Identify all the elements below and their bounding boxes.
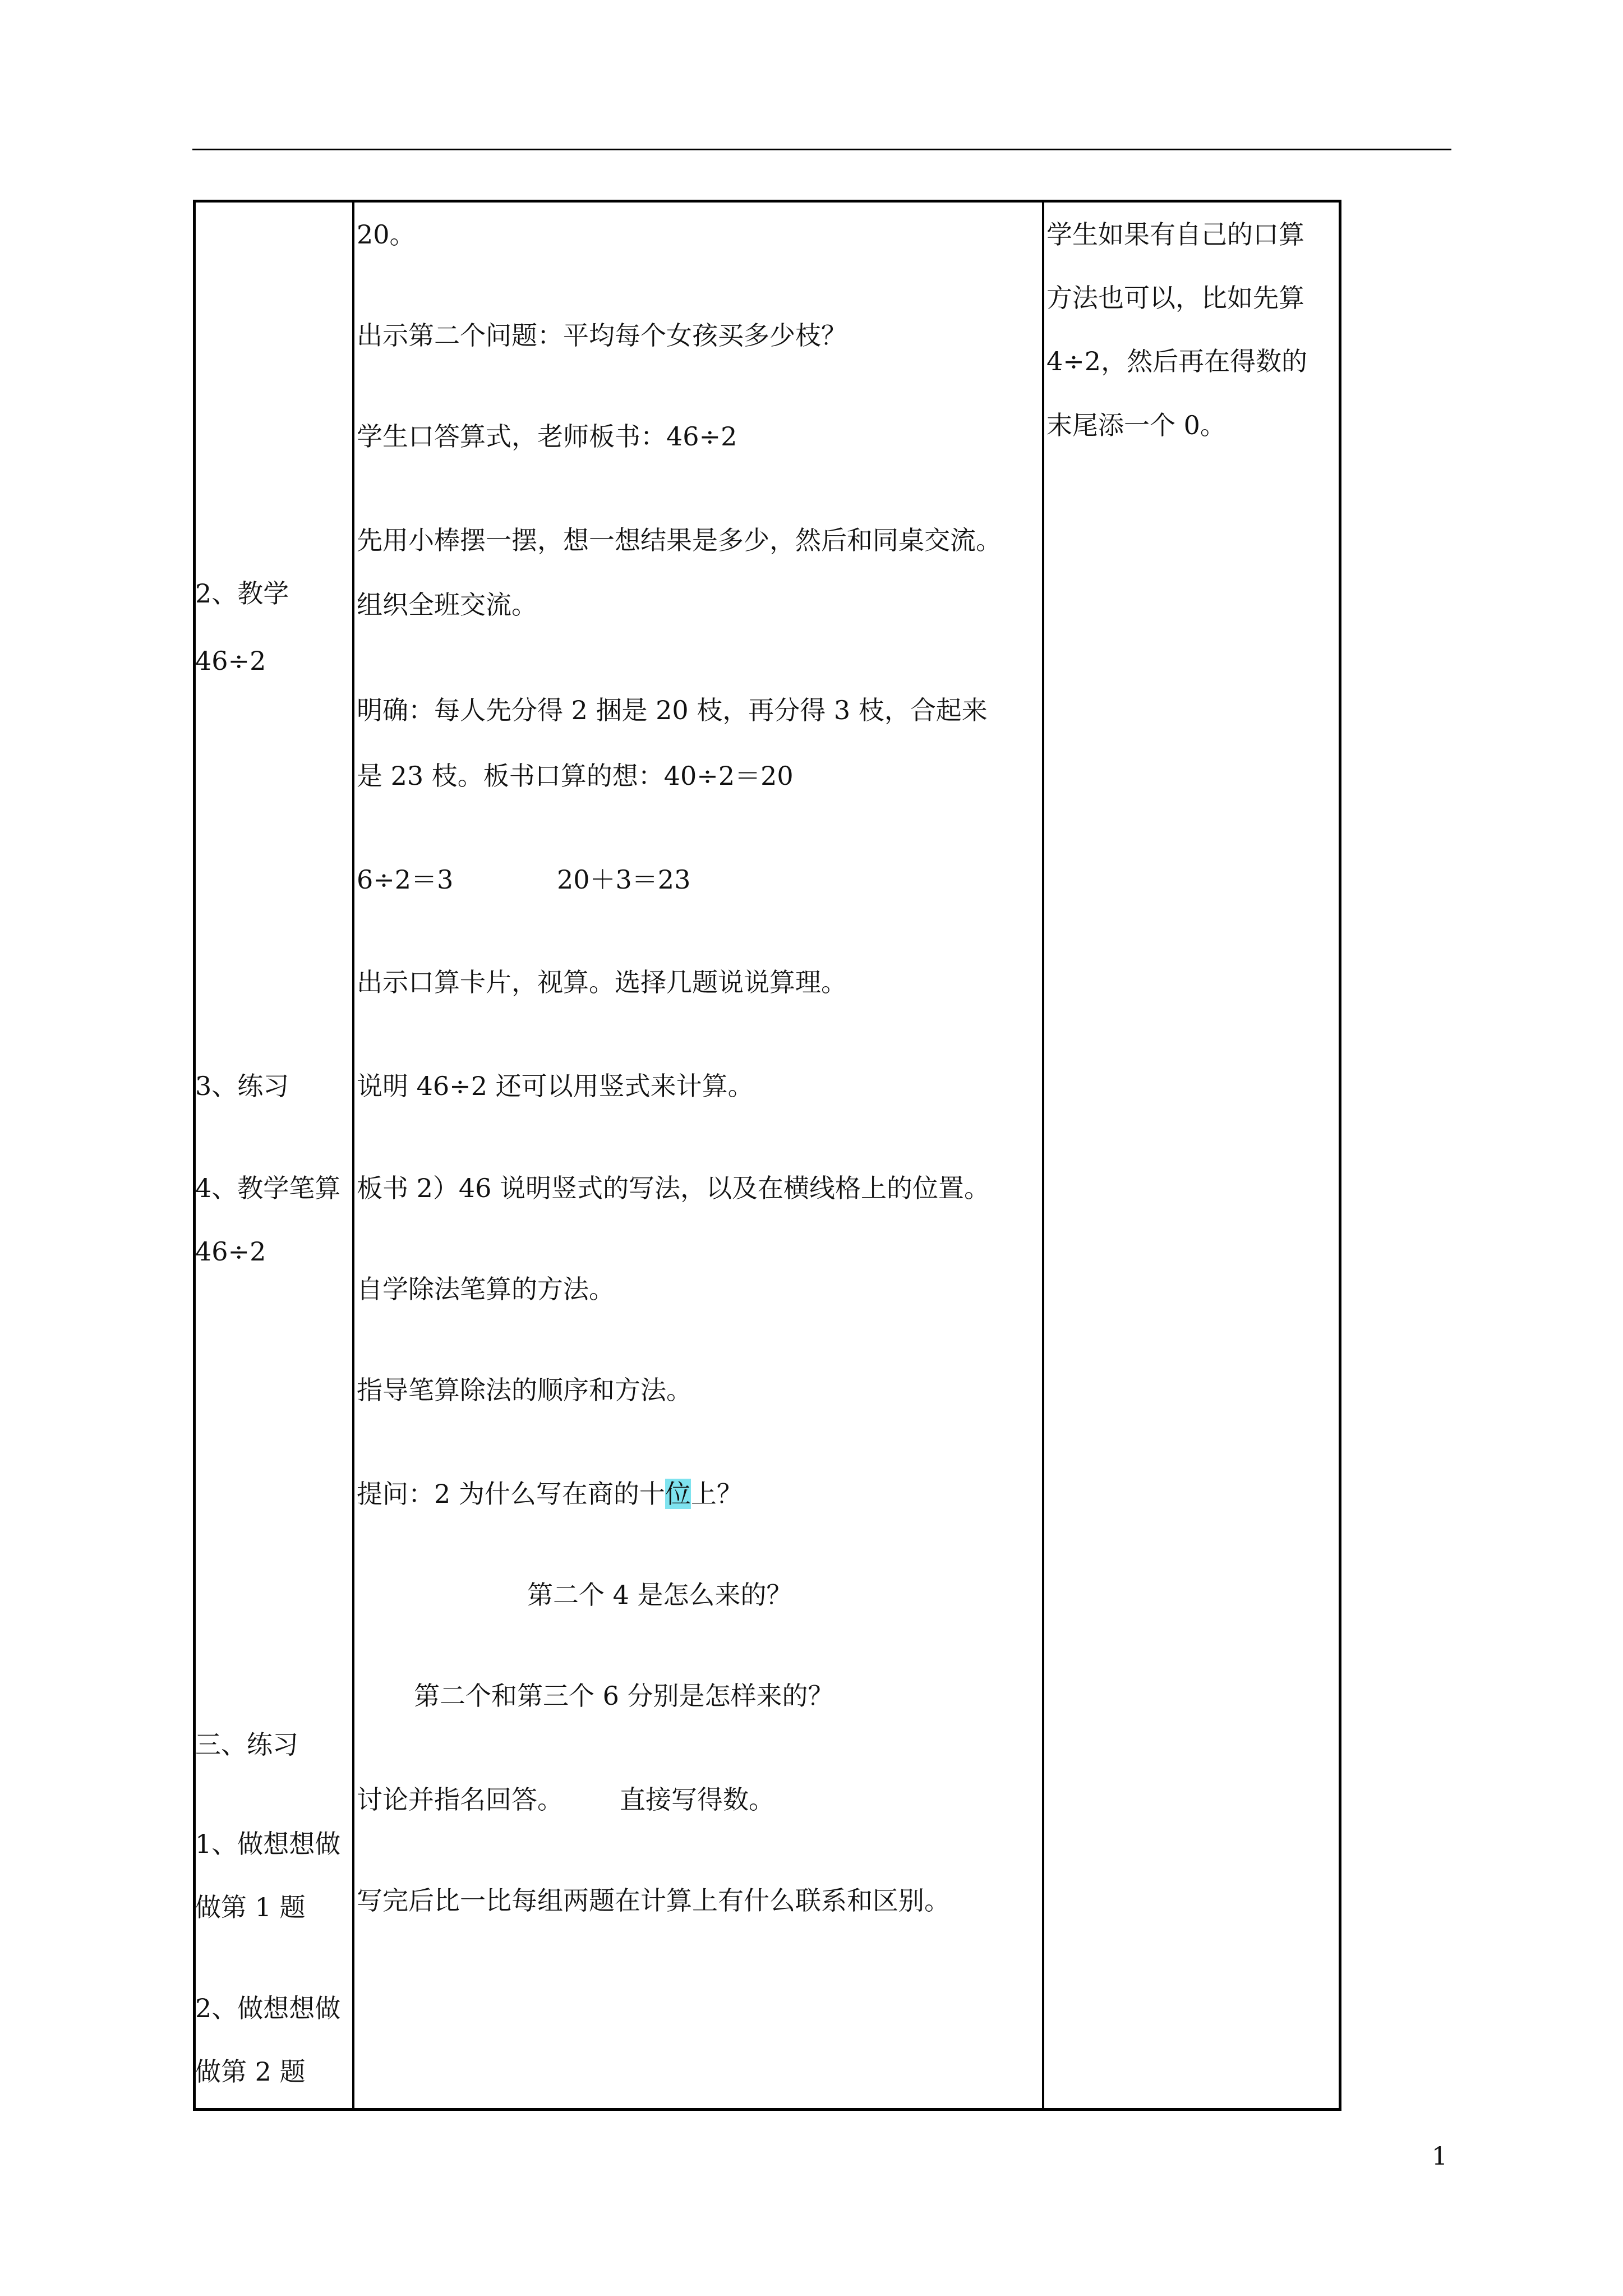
- left-cell-text: 4、教学笔算: [195, 1173, 341, 1203]
- left-cell-text: 2、做想想做: [195, 1993, 341, 2023]
- header-rule: [192, 149, 1451, 150]
- mid-cell-text: 第二个和第三个 6 分别是怎样来的？: [414, 1681, 834, 1711]
- mid-cell-text: 出示口算卡片，视算。选择几题说说算理。: [357, 967, 847, 997]
- left-cell-text: 46÷2: [195, 646, 266, 676]
- left-cell-text: 三、练习: [195, 1729, 298, 1760]
- question-text: 提问：2 为什么写在商的十: [357, 1479, 665, 1509]
- mid-cell-text: 先用小棒摆一摆，想一想结果是多少，然后和同桌交流。: [357, 525, 1002, 555]
- mid-cell-text: 是 23 枝。板书口算的想：40÷2＝20: [357, 761, 794, 791]
- column-divider-right: [1042, 200, 1044, 2111]
- mid-cell-text: 6÷2＝3: [357, 864, 454, 895]
- column-divider-left: [352, 200, 354, 2111]
- left-cell-text: 1、做想想做: [195, 1829, 341, 1859]
- mid-cell-text: 20＋3＝23: [557, 864, 691, 895]
- left-cell-text: 2、教学: [195, 578, 289, 609]
- mid-cell-text: 明确：每人先分得 2 捆是 20 枝，再分得 3 枝，合起来: [357, 695, 988, 725]
- question-text-end: 上？: [690, 1479, 743, 1509]
- mid-cell-text: 板书 2）46 说明竖式的写法，以及在横线格上的位置。: [357, 1173, 990, 1203]
- left-cell-text: 做第 1 题: [195, 1892, 306, 1922]
- mid-cell-text: 写完后比一比每组两题在计算上有什么联系和区别。: [357, 1885, 950, 1916]
- mid-cell-text: 组织全班交流。: [357, 590, 537, 620]
- mid-cell-text: [357, 1478, 743, 1510]
- highlighted-text: 位: [665, 1479, 691, 1509]
- mid-cell-text: 出示第二个问题：平均每个女孩买多少枝？: [357, 320, 847, 351]
- page-number: 1: [1432, 2142, 1447, 2171]
- left-cell-text: 46÷2: [195, 1236, 266, 1267]
- right-cell-text: 学生如果有自己的口算: [1046, 219, 1304, 250]
- right-cell-text: 末尾添一个 0。: [1046, 410, 1226, 440]
- left-cell-text: 3、练习: [195, 1071, 289, 1101]
- right-cell-text: 4÷2，然后再在得数的: [1046, 346, 1308, 376]
- mid-cell-text: 学生口答算式，老师板书：46÷2: [357, 421, 737, 452]
- left-cell-text: 做第 2 题: [195, 2056, 306, 2087]
- mid-cell-text: 第二个 4 是怎么来的？: [527, 1580, 792, 1610]
- mid-cell-text: 指导笔算除法的顺序和方法。: [357, 1375, 692, 1405]
- lesson-table: [193, 200, 1341, 2111]
- right-cell-text: 方法也可以，比如先算: [1046, 283, 1304, 313]
- mid-cell-text: 讨论并指名回答。: [357, 1784, 563, 1815]
- mid-cell-text: 自学除法笔算的方法。: [357, 1274, 615, 1304]
- mid-cell-text: 说明 46÷2 还可以用竖式来计算。: [357, 1071, 754, 1101]
- mid-cell-text: 20。: [357, 219, 416, 250]
- mid-cell-text: 直接写得数。: [620, 1784, 774, 1815]
